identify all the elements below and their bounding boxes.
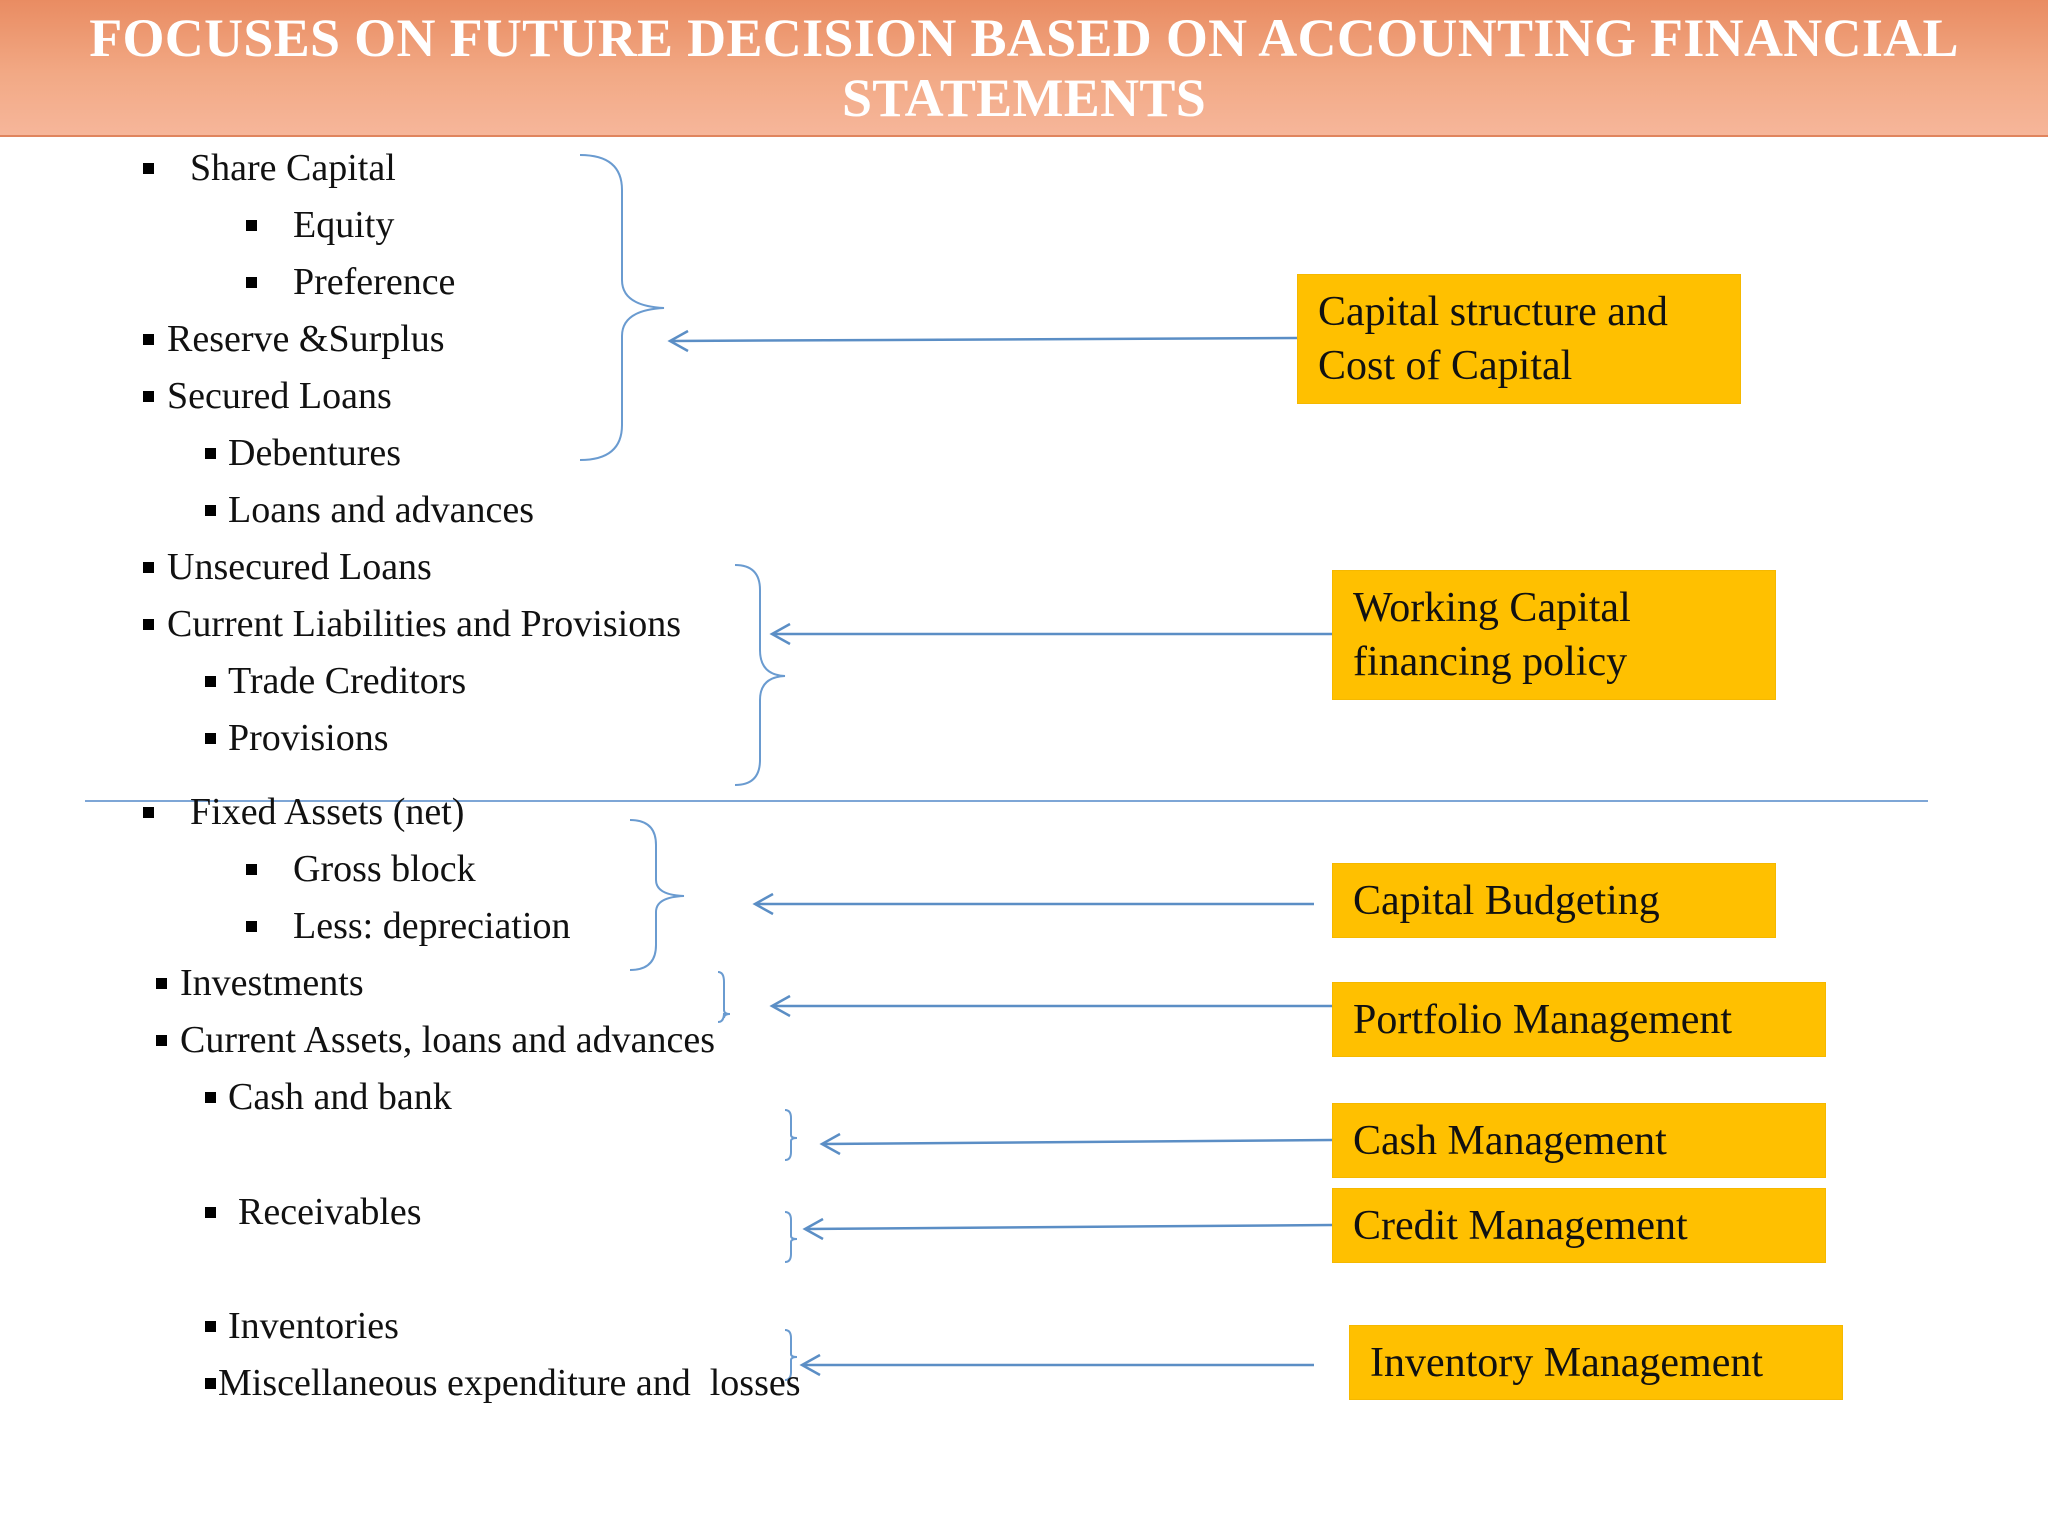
bullet-icon — [205, 1378, 216, 1389]
item-reserve-surplus: Reserve &Surplus — [143, 317, 445, 361]
bullet-icon — [205, 448, 216, 459]
item-gross-block: Gross block — [246, 847, 476, 891]
bullet-icon — [205, 505, 216, 516]
item-unsecured-loans: Unsecured Loans — [143, 545, 432, 589]
bullet-icon — [156, 978, 167, 989]
brace-working-capital-group — [735, 565, 785, 785]
bullet-icon — [143, 562, 154, 573]
slide-title: FOCUSES ON FUTURE DECISION BASED ON ACCOUNTING FINANCIAL STATEMENTS — [89, 7, 1959, 128]
box-inventory-management: Inventory Management — [1349, 1325, 1843, 1400]
brace-equity-group — [580, 155, 664, 460]
bullet-icon — [205, 1207, 216, 1218]
arrow-capital-structure — [670, 338, 1297, 341]
item-current-assets: Current Assets, loans and advances — [156, 1018, 715, 1062]
item-trade-creditors: Trade Creditors — [205, 659, 466, 703]
bullet-icon — [205, 1092, 216, 1103]
bullet-icon — [205, 676, 216, 687]
item-inventories: Inventories — [205, 1304, 399, 1348]
bullet-icon — [143, 807, 154, 818]
item-preference: Preference — [246, 260, 455, 304]
item-provisions: Provisions — [205, 716, 388, 760]
box-working-capital: Working Capital financing policy — [1332, 570, 1776, 700]
arrow-credit — [805, 1225, 1332, 1229]
box-capital-budgeting: Capital Budgeting — [1332, 863, 1776, 938]
bullet-icon — [143, 391, 154, 402]
bullet-icon — [143, 619, 154, 630]
arrow-cash — [822, 1140, 1332, 1144]
item-cash-bank: Cash and bank — [205, 1075, 452, 1119]
bullet-icon — [143, 163, 154, 174]
brace-investments — [718, 972, 730, 1022]
item-receivables: Receivables — [205, 1190, 422, 1234]
item-current-liabilities: Current Liabilities and Provisions — [143, 602, 681, 646]
item-loans-advances: Loans and advances — [205, 488, 534, 532]
bullet-icon — [205, 1321, 216, 1332]
brace-cash — [785, 1110, 797, 1160]
bullet-icon — [246, 220, 257, 231]
brace-receivables — [785, 1212, 797, 1262]
item-depreciation: Less: depreciation — [246, 904, 571, 948]
bullet-icon — [246, 864, 257, 875]
item-debentures: Debentures — [205, 431, 401, 475]
item-fixed-assets: Fixed Assets (net) — [143, 790, 464, 834]
item-investments: Investments — [156, 961, 364, 1005]
bullet-icon — [143, 334, 154, 345]
box-capital-structure: Capital structure and Cost of Capital — [1297, 274, 1741, 404]
item-misc-expenditure: Miscellaneous expenditure and losses — [205, 1361, 801, 1405]
bullet-icon — [205, 733, 216, 744]
bullet-icon — [246, 277, 257, 288]
box-portfolio-management: Portfolio Management — [1332, 982, 1826, 1057]
bullet-icon — [246, 921, 257, 932]
box-cash-management: Cash Management — [1332, 1103, 1826, 1178]
item-secured-loans: Secured Loans — [143, 374, 392, 418]
bullet-icon — [156, 1035, 167, 1046]
box-credit-management: Credit Management — [1332, 1188, 1826, 1263]
item-equity: Equity — [246, 203, 394, 247]
brace-fixed-assets-group — [630, 820, 684, 970]
item-share-capital: Share Capital — [143, 146, 396, 190]
